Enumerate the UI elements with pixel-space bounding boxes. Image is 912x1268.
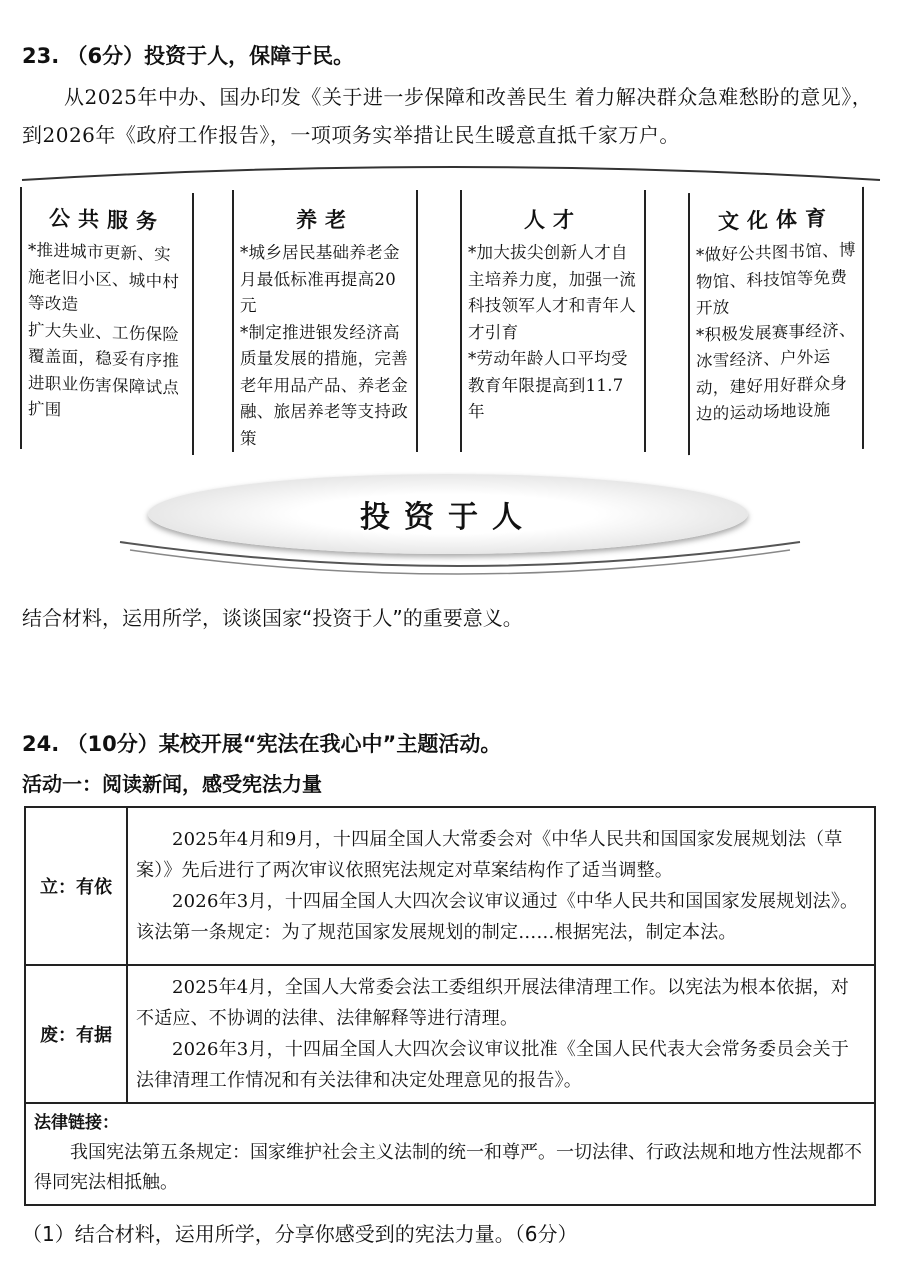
card-talent	[460, 190, 646, 452]
law-link-cell	[25, 1103, 875, 1205]
row-content	[127, 965, 875, 1103]
card-culture-sports	[688, 187, 864, 455]
activity-one-title: 活动一：阅读新闻，感受宪法力量	[22, 772, 322, 796]
card-heading: 人才	[524, 208, 582, 232]
banner-text: 投资于人	[360, 500, 536, 535]
card-body: *推进城市更新、实施老旧小区、城中村等改造 扩大失业、工伤保险覆盖面，稳妥有序推进职业伤害保障试点扩围	[28, 240, 180, 420]
news-paragraph: 2026年3月，十四届全国人大四次会议审议批准《全国人民代表大会常务委员会关于法律清理工作情况和有关法律和决定处理意见的报告》。	[136, 1039, 850, 1091]
law-link-text: 我国宪法第五条规定：国家维护社会主义法制的统一和尊严。一切法律、行政法规和地方性法规都不得同宪法相抵触。	[34, 1142, 862, 1193]
row-content	[127, 807, 875, 965]
invest-in-people-banner	[148, 474, 748, 554]
q23-title: 23. （6分）投资于人，保障于民。	[22, 44, 355, 68]
row-label: 立：有依	[25, 807, 127, 965]
q24-title: 24. （10分）某校开展“宪法在我心中”主题活动。	[22, 732, 502, 756]
table-row	[25, 965, 875, 1103]
card-elderly-care	[232, 190, 418, 452]
row-label: 废：有据	[25, 965, 127, 1103]
law-link-title: 法律链接：	[34, 1113, 119, 1133]
card-heading: 养老	[296, 208, 354, 232]
card-body: *城乡居民基础养老金月最低标准再提高20元 *制定推进银发经济高质量发展的措施，完善老年用品产品、养老金融、旅居养老等支持政策	[240, 243, 408, 448]
q24-sub-question: （1）结合材料，运用所学，分享你感受到的宪法力量。（6分）	[22, 1222, 578, 1246]
card-body: *做好公共图书馆、博物馆、科技馆等免费开放 *积极发展赛事经济、冰雪经济、户外运动，建好用好群众身边的运动场地设施	[696, 240, 856, 424]
table-row	[25, 807, 875, 965]
q23-prompt: 结合材料，运用所学，谈谈国家“投资于人”的重要意义。	[22, 606, 523, 630]
table-row	[25, 1103, 875, 1205]
card-public-service	[20, 187, 194, 455]
q23-intro: 从2025年中办、国办印发《关于进一步保障和改善民生 着力解决群众急难愁盼的意见》，到2026年《政府工作报告》，一项项务实举措让民生暖意直抵千家万户。	[22, 85, 873, 147]
news-paragraph: 2025年4月和9月，十四届全国人大常委会对《中华人民共和国国家发展规划法（草案）》先后进行了两次审议依照宪法规定对草案结构作了适当调整。	[136, 829, 843, 881]
card-body: *加大拔尖创新人才自主培养力度，加强一流科技领军人才和青年人才引育 *劳动年龄人口平均受教育年限提高到11.7年	[468, 243, 636, 421]
card-heading: 文化体育	[718, 205, 834, 235]
news-paragraph: 2026年3月，十四届全国人大四次会议审议通过《中华人民共和国国家发展规划法》。该法第一条规定：为了规范国家发展规划的制定……根据宪法，制定本法。	[136, 891, 859, 943]
news-paragraph: 2025年4月，全国人大常委会法工委组织开展法律清理工作。以宪法为根本依据，对不适应、不协调的法律、法律解释等进行清理。	[136, 977, 850, 1029]
news-table	[24, 806, 876, 1206]
card-heading: 公共服务	[49, 205, 165, 235]
